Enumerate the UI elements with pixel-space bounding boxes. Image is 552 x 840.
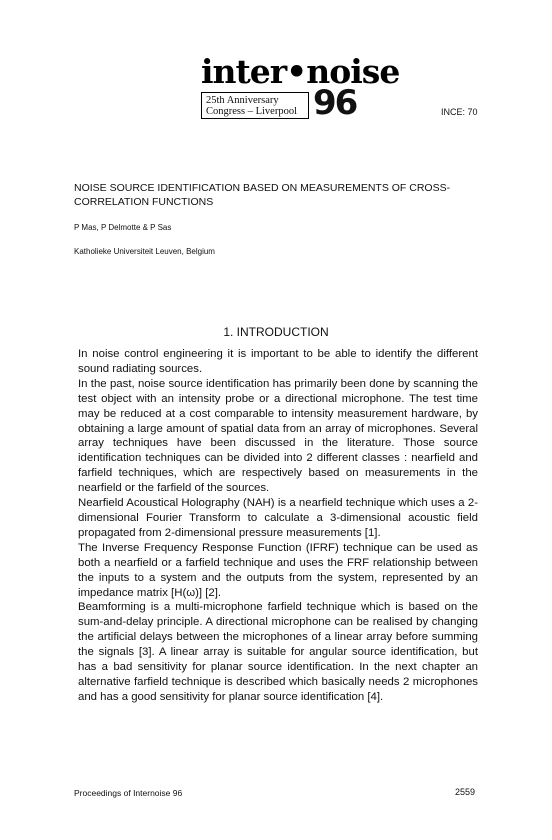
paper-title: NOISE SOURCE IDENTIFICATION BASED ON MEASUREMENTS OF CROSS-CORRELATION FUNCTIONS: [74, 182, 451, 208]
logo-congress-line: Congress – Liverpool: [206, 106, 297, 117]
body-paragraph: In the past, noise source identification has primarily been done by scanning the test object with an intensity probe or a directional microphone. The test time may be reduced at a cost comparable to intensity measurement hardware, by obtaining a large amount of spatial data from an array of microphones. Several array techniques have been discussed in the literature. Those source identification techniques can be divided into 2 different classes : nearfield and farfield techniques, which are respectively based on measurements in the nearfield or the farfield of the sources.: [78, 377, 478, 495]
footer-proceedings: Proceedings of Internoise 96: [74, 788, 183, 798]
ince-code: INCE: 70: [441, 107, 478, 117]
logo-anniversary-line: 25th Anniversary: [206, 95, 279, 106]
body-paragraph: In noise control engineering it is important to be able to identify the different sound radiating sources.: [78, 348, 478, 375]
body-paragraph: The Inverse Frequency Response Function (IFRF) technique can be used as both a nearfield or a farfield technique and uses the FRF relationship between the inputs to a system and the outputs from the system, represented by an impedance matrix [H(ω)] [2].: [78, 541, 478, 599]
paper-affiliation: Katholieke Universiteit Leuven, Belgium: [74, 247, 215, 256]
conference-logo-year: 96: [313, 83, 357, 123]
section-body: [78, 347, 478, 705]
conference-logo-wordmark: inter•noise: [201, 52, 400, 91]
body-paragraph: Beamforming is a multi-microphone farfield technique which is based on the sum-and-delay principle. A directional microphone can be realised by changing the artificial delays between the microphones of a linear array before summing the signals [3]. A linear array is suitable for angular source identification, but has a bad sensitivity for planar source identification. In the next chapter an alternative farfield technique is described which basically needs 2 microphones and has a good sensitivity for planar source identification [4].: [78, 601, 478, 703]
paper-authors: P Mas, P Delmotte & P Sas: [74, 223, 172, 232]
page-number: 2559: [455, 787, 476, 797]
conference-logo-box: [201, 92, 309, 119]
section-heading: 1. INTRODUCTION: [223, 325, 329, 339]
body-paragraph: Nearfield Acoustical Holography (NAH) is a nearfield technique which uses a 2-dimensional Fourier Transform to calculate a 3-dimensional acoustic field propagated from 2-dimensional pressure measurements [1].: [78, 497, 478, 539]
